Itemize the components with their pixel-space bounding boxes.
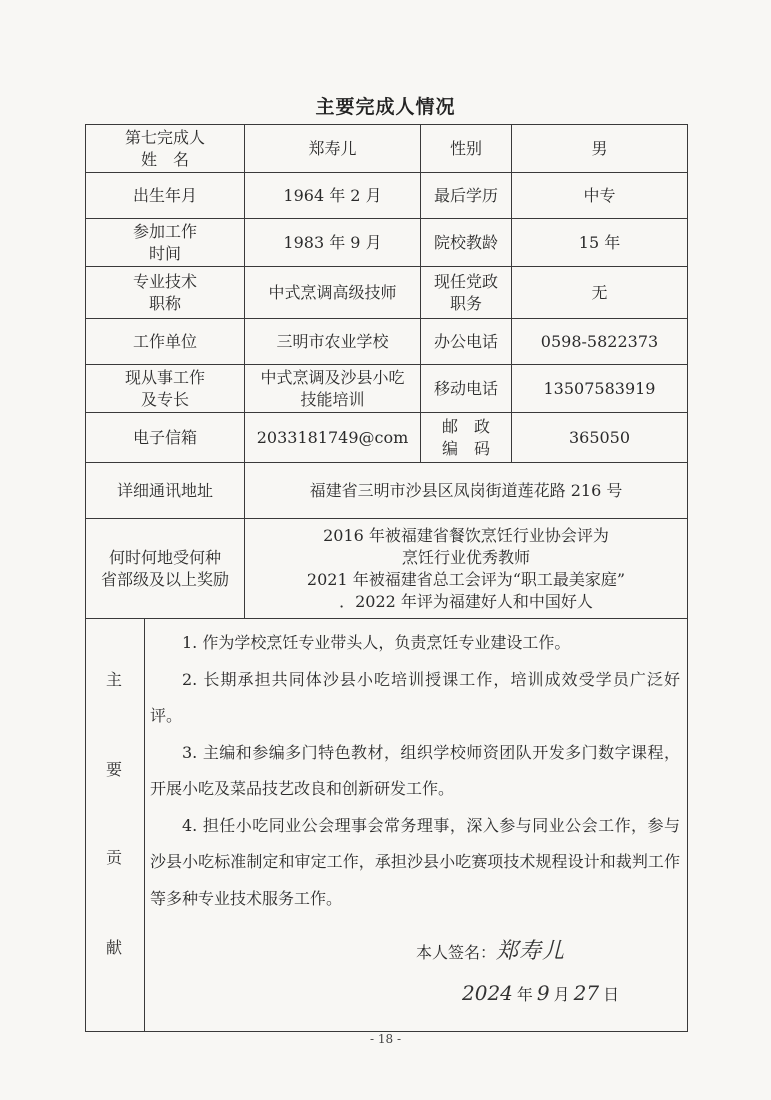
value-postcode: 365050: [512, 413, 688, 463]
contributions-label: 主 要 贡 献: [86, 619, 145, 1031]
row-birth: [86, 173, 688, 219]
row-title: [86, 267, 688, 319]
value-office-phone: 0598-5822373: [512, 319, 688, 365]
date-day: 27: [573, 981, 600, 1005]
label-teaching-years: 院校教龄: [421, 219, 512, 267]
label-rank-name: 第七完成人 姓 名: [86, 125, 245, 173]
label-education: 最后学历: [421, 173, 512, 219]
row-specialty: [86, 365, 688, 413]
row-name: [86, 125, 688, 173]
label-awards: 何时何地受何种 省部级及以上奖励: [86, 519, 245, 619]
contribution-item: 1. 作为学校烹饪专业带头人，负责烹饪专业建设工作。: [182, 633, 571, 652]
label-position: 现任党政 职务: [421, 267, 512, 319]
date-month: 9: [536, 981, 550, 1005]
value-position: 无: [512, 267, 688, 319]
label-mobile-phone: 移动电话: [421, 365, 512, 413]
handwritten-signature: 郑寿儿: [496, 939, 566, 964]
signature-label: 本人签名：: [416, 943, 497, 962]
value-birth: 1964 年 2 月: [245, 173, 421, 219]
contribution-item: 4. 担任小吃同业公会理事会常务理事，深入参与同业公会工作，参与沙县小吃标准制定和审定工作，承担沙县小吃赛项技术规程设计和裁判工作等多种专业技术服务工作。: [150, 815, 680, 908]
date-year: 2024: [462, 981, 513, 1005]
label-email: 电子信箱: [86, 413, 245, 463]
label-work-start: 参加工作 时间: [86, 219, 245, 267]
value-teaching-years: 15 年: [512, 219, 688, 267]
value-gender: 男: [512, 125, 688, 173]
value-work-start: 1983 年 9 月: [245, 219, 421, 267]
contribution-item: 3. 主编和参编多门特色教材，组织学校师资团队开发多门数字课程，开展小吃及菜品技艺改良和创新研发工作。: [150, 742, 680, 798]
row-email: [86, 413, 688, 463]
page-number: - 18 -: [369, 1032, 401, 1046]
value-mobile-phone: 13507583919: [512, 365, 688, 413]
label-birth: 出生年月: [86, 173, 245, 219]
label-specialty: 现从事工作 及专长: [86, 365, 245, 413]
label-employer: 工作单位: [86, 319, 245, 365]
contributions-text: [150, 625, 680, 917]
label-gender: 性别: [421, 125, 512, 173]
personnel-form-table: [85, 124, 688, 1032]
label-office-phone: 办公电话: [421, 319, 512, 365]
value-education: 中专: [512, 173, 688, 219]
value-name: 郑寿儿: [245, 125, 421, 173]
row-employer: [86, 319, 688, 365]
label-postcode: 邮 政 编 码: [421, 413, 512, 463]
value-email: 2033181749@com: [245, 413, 421, 463]
row-contributions: [86, 619, 688, 1032]
contributions-section: [86, 619, 687, 1031]
value-specialty: 中式烹调及沙县小吃 技能培训: [245, 365, 421, 413]
label-title: 专业技术 职称: [86, 267, 245, 319]
contribution-item: 2. 长期承担共同体沙县小吃培训授课工作，培训成效受学员广泛好评。: [150, 669, 680, 725]
value-employer: 三明市农业学校: [245, 319, 421, 365]
value-awards: 2016 年被福建省餐饮烹饪行业协会评为 烹饪行业优秀教师 2021 年被福建省总工会评为“职工最美家庭” ．2022 年评为福建好人和中国好人: [245, 519, 688, 619]
value-title: 中式烹调高级技师: [245, 267, 421, 319]
signature-line: [416, 941, 565, 964]
label-address: 详细通讯地址: [86, 463, 245, 519]
signature-date: 2024 年 9 月 27 日: [462, 981, 620, 1005]
value-address: 福建省三明市沙县区凤岗街道莲花路 216 号: [245, 463, 688, 519]
row-work-start: [86, 219, 688, 267]
row-address: [86, 463, 688, 519]
row-awards: [86, 519, 688, 619]
page-title: 主要完成人情况: [315, 96, 456, 118]
